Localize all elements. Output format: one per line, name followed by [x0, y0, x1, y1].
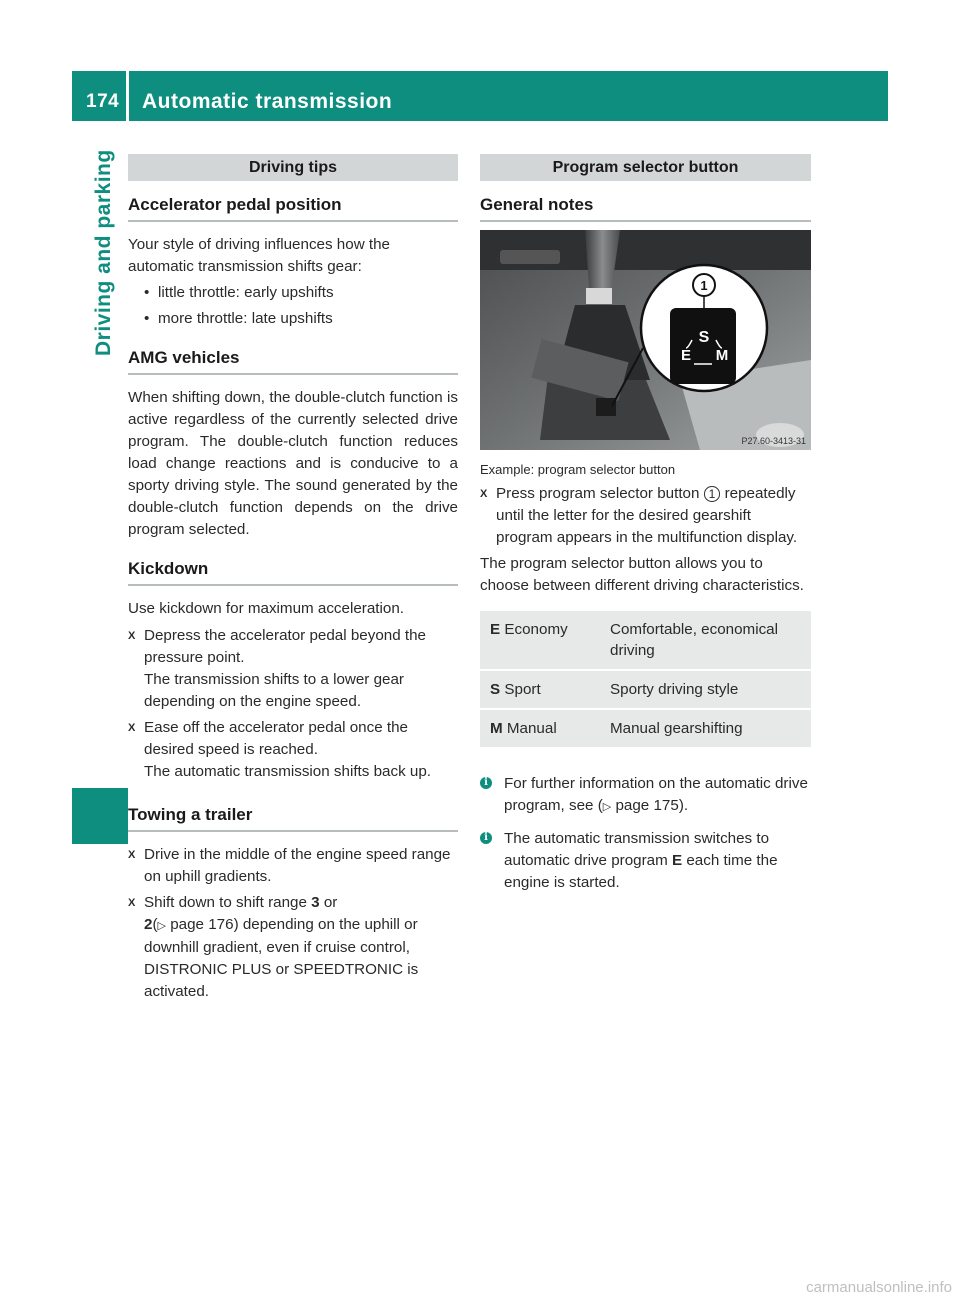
side-tab-label: Driving and parking [92, 149, 115, 356]
section-title-driving-tips: Driving tips [128, 154, 458, 181]
figure-callout: 1 [700, 278, 708, 293]
mode-name-cell: S Sport [480, 671, 600, 708]
side-tab [72, 121, 128, 1302]
step-result: The transmission shifts to a lower gear depending on the engine speed. [144, 671, 404, 710]
footer-watermark: carmanualsonline.info [806, 1279, 952, 1296]
page-ref-link[interactable]: page 175). [615, 797, 689, 814]
button-letter-s: S [698, 329, 710, 346]
arrow-icon: X [128, 897, 136, 909]
heading-towing: Towing a trailer [128, 805, 458, 832]
info-note: i The automatic transmission switches to automatic drive program E each time the engine is started. [480, 828, 811, 894]
page-ref-link[interactable]: page 176) depending on the uphill or downhill gradient, even if cruise control, DISTRONIC PLUS or SPEEDTRONIC is activated. [144, 916, 419, 1000]
accel-intro: Your style of driving influences how the automatic transmission shifts gear: [128, 236, 390, 275]
arrow-icon: X [128, 849, 136, 861]
program-selector-para: The program selector button allows you to choose between different driving characteristics. [480, 555, 804, 594]
figure-caption: Example: program selector button [480, 462, 676, 477]
page-number: 174 [86, 91, 120, 112]
chapter-title: Automatic transmission [142, 90, 393, 113]
table-row [480, 611, 811, 669]
arrow-icon: X [128, 722, 136, 734]
button-letter-e: E [680, 347, 692, 364]
arrow-icon: X [480, 488, 488, 500]
mode-name-cell: E Economy [480, 611, 600, 669]
page-ref-icon: ▷ [157, 920, 166, 932]
mode-desc-cell: Comfortable, economical driving [600, 611, 811, 669]
arrow-icon: X [128, 630, 136, 642]
step-result: The automatic transmission shifts back up. [144, 763, 431, 780]
action-step: X Ease off the accelerator pedal once the desired speed is reached. The automatic transmission shifts back up. [128, 717, 458, 783]
left-column [128, 154, 458, 1003]
heading-amg: AMG vehicles [128, 348, 458, 375]
mode-desc-cell: Manual gearshifting [600, 710, 811, 747]
info-icon: i [480, 777, 492, 789]
action-step: X Press program selector button 1 repeatedly until the letter for the desired gearshift program appears in the multifunction display. [480, 483, 811, 549]
kickdown-intro: Use kickdown for maximum acceleration. [128, 600, 405, 617]
info-icon: i [480, 832, 492, 844]
bullet-item: • more throttle: late upshifts [144, 310, 333, 327]
amg-text: When shifting down, the double-clutch function is active regardless of the currently selected drive program. The double-clutch function reduces load change reactions and is conducive to a sporty driving style. The sound generated by the double-clutch function depends on the drive program selected. [128, 389, 458, 538]
heading-kickdown: Kickdown [128, 559, 458, 586]
section-title-program-selector: Program selector button [480, 154, 811, 181]
button-letter-m: M [715, 347, 729, 364]
heading-general-notes: General notes [480, 195, 811, 222]
figure-ref-code: P27.60-3413-31 [741, 436, 806, 446]
action-step: X Shift down to shift range 3 or 2(▷ page 176) depending on the uphill or downhill gradient, even if cruise control, DISTRONIC PLUS or SPEEDTRONIC is activated. [128, 892, 458, 1003]
action-step: X Depress the accelerator pedal beyond the pressure point. The transmission shifts to a lower gear depending on the engine speed. [128, 625, 458, 713]
header-divider [126, 71, 129, 121]
page-ref-icon: ▷ [602, 801, 612, 813]
info-note: i For further information on the automatic drive program, see (▷ page 175). [480, 773, 811, 818]
heading-accelerator: Accelerator pedal position [128, 195, 458, 222]
bullet-item: • little throttle: early upshifts [144, 284, 334, 301]
right-column [480, 154, 811, 894]
mode-desc-cell: Sporty driving style [600, 671, 811, 708]
action-step: X Drive in the middle of the engine speed range on uphill gradients. [128, 844, 458, 888]
page-header [72, 71, 888, 121]
table-row [480, 671, 811, 708]
table-row [480, 710, 811, 747]
drive-programs-table [480, 609, 811, 749]
mode-name-cell: M Manual [480, 710, 600, 747]
side-tab-marker [72, 788, 128, 844]
program-selector-photo [480, 230, 811, 450]
callout-ref: 1 [704, 486, 721, 502]
